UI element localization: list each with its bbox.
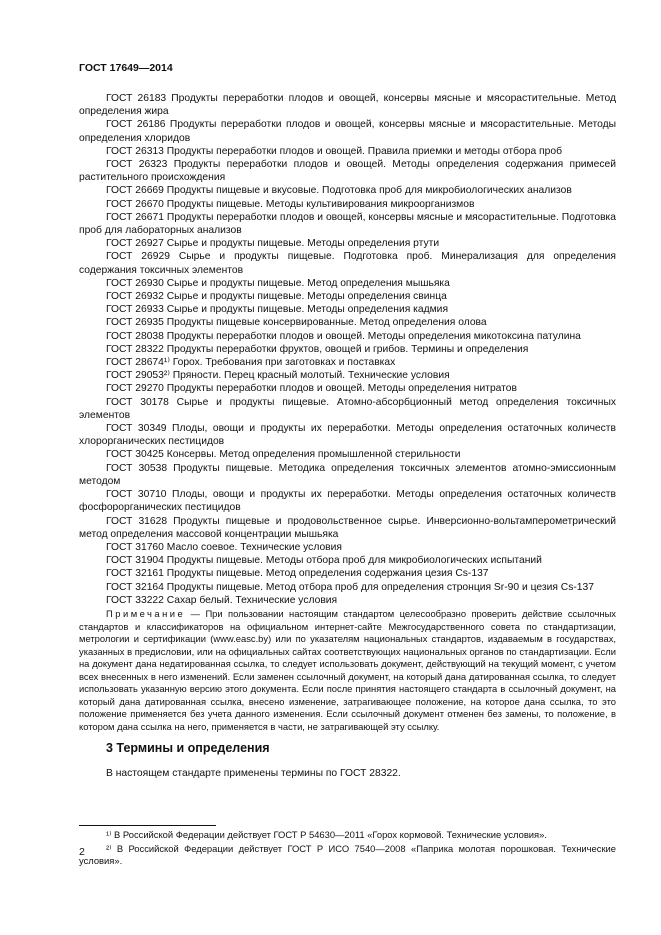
section-paragraph: В настоящем стандарте применены термины по ГОСТ 28322. — [106, 768, 401, 779]
reference-item: ГОСТ 26670 Продукты пищевые. Методы культивирования микроорганизмов — [106, 198, 475, 210]
note-text: — При пользовании настоящим стандартом целесообразно проверить действие ссылочных стандартов и классификаторов на официальном интернет-сайте Межгосударственного совета по стандартизации, метрологии и сертификации (www.easc.by) или по указателям национальных стандартов, издаваемым в государствах, указанных в предисловии, или на официальных сайтах соответствующих национальных органов по стандартизации. Если на документ дана недатированная ссылка, то следует использовать документ, действующий на текущий момент, с учетом всех внесенных в него изменений. Если заменен ссылочный документ, на который дана датированная ссылка, то следует использовать указанную версию этого документа. Если после принятия настоящего стандарта в ссылочный документ, на который дана датированная ссылка, внесено изменение, затрагивающее положение, на которое дана ссылка, то это положение применяется без учета данного изменения. Если ссылочный документ отменен без замены, то положение, в котором дана ссылка на него, применяется в части, не затрагивающей эту ссылку. — [79, 608, 616, 732]
footnote-item: ¹⁾ В Российской Федерации действует ГОСТ Р 54630—2011 «Горох кормовой. Технические условия». — [106, 829, 547, 840]
reference-item: ГОСТ 26930 Сырье и продукты пищевые. Метод определения мышьяка — [106, 277, 450, 289]
reference-item: ГОСТ 30349 Плоды, овощи и продукты их переработки. Методы определения остаточных количеств хлорорганических пестицидов — [79, 423, 616, 448]
reference-item: ГОСТ 26935 Продукты пищевые консервированные. Метод определения олова — [106, 317, 487, 329]
reference-item: ГОСТ 30178 Сырье и продукты пищевые. Атомно-абсорбционный метод определения токсичных элементов — [79, 396, 616, 421]
footnotes — [79, 829, 616, 869]
normative-references-list — [79, 92, 616, 607]
reference-item: ГОСТ 26927 Сырье и продукты пищевые. Методы определения ртути — [106, 238, 440, 250]
reference-item: ГОСТ 31628 Продукты пищевые и продовольственное сырье. Инверсионно-вольтамперометрический метод определения массовой концентрации мышьяка — [79, 515, 616, 540]
reference-item: ГОСТ 26671 Продукты переработки плодов и овощей, консервы мясные и мясорастительные. Подготовка проб для лабораторных анализов — [79, 211, 616, 237]
reference-item: ГОСТ 28674¹⁾ Горох. Требования при заготовках и поставках — [106, 357, 396, 369]
reference-item: ГОСТ 26669 Продукты пищевые и вкусовые. Подготовка проб для микробиологических анализов — [106, 185, 572, 197]
reference-item: ГОСТ 29053²⁾ Пряности. Перец красный молотый. Технические условия — [106, 370, 450, 382]
note-paragraph — [79, 608, 616, 733]
footnote-divider — [79, 825, 216, 826]
reference-item: ГОСТ 26932 Сырье и продукты пищевые. Методы определения свинца — [106, 291, 447, 303]
document-header: ГОСТ 17649—2014 — [79, 62, 173, 74]
reference-item: ГОСТ 32164 Продукты пищевые. Метод отбора проб для определения стронция Sr-90 и цезия Cs-137 — [106, 581, 594, 593]
reference-item: ГОСТ 26933 Сырье и продукты пищевые. Методы определения кадмия — [106, 304, 449, 316]
reference-item: ГОСТ 31904 Продукты пищевые. Методы отбора проб для микробиологических испытаний — [106, 555, 542, 567]
reference-item: ГОСТ 28038 Продукты переработки плодов и овощей. Методы определения микотоксина патулина — [106, 330, 581, 342]
reference-item: ГОСТ 32161 Продукты пищевые. Метод определения содержания цезия Cs-137 — [106, 568, 489, 580]
reference-item: ГОСТ 29270 Продукты переработки плодов и овощей. Методы определения нитратов — [106, 383, 517, 395]
reference-item: ГОСТ 30425 Консервы. Метод определения промышленной стерильности — [106, 449, 461, 461]
reference-item: ГОСТ 33222 Сахар белый. Технические условия — [106, 594, 338, 606]
reference-item: ГОСТ 28322 Продукты переработки фруктов, овощей и грибов. Термины и определения — [106, 343, 529, 355]
reference-item: ГОСТ 30538 Продукты пищевые. Методика определения токсичных элементов атомно-эмиссионным методом — [79, 462, 616, 487]
reference-item: ГОСТ 31760 Масло соевое. Технические условия — [106, 541, 342, 553]
reference-item: ГОСТ 26313 Продукты переработки плодов и овощей. Правила приемки и методы отбора проб — [106, 145, 562, 157]
reference-item: ГОСТ 26186 Продукты переработки плодов и овощей, консервы мясные и мясорастительные. Методы определения хлоридов — [79, 119, 616, 144]
section-heading: 3 Термины и определения — [106, 741, 270, 755]
footnote-item: ²⁾ В Российской Федерации действует ГОСТ Р ИСО 7540—2008 «Паприка молотая порошковая. Технические условия». — [79, 842, 616, 866]
reference-item: ГОСТ 26323 Продукты переработки плодов и овощей. Методы определения содержания примесей растительного происхождения — [79, 159, 616, 184]
reference-item: ГОСТ 30710 Плоды, овощи и продукты их переработки. Методы определения остаточных количеств фосфорорганических пестицидов — [79, 489, 616, 514]
note-label: Примечание — [106, 608, 186, 619]
reference-item: ГОСТ 26929 Сырье и продукты пищевые. Подготовка проб. Минерализация для определения содержания токсичных элементов — [79, 251, 616, 276]
page-number: 2 — [79, 846, 85, 858]
reference-item: ГОСТ 26183 Продукты переработки плодов и овощей, консервы мясные и мясорастительные. Метод определения жира — [79, 93, 616, 118]
